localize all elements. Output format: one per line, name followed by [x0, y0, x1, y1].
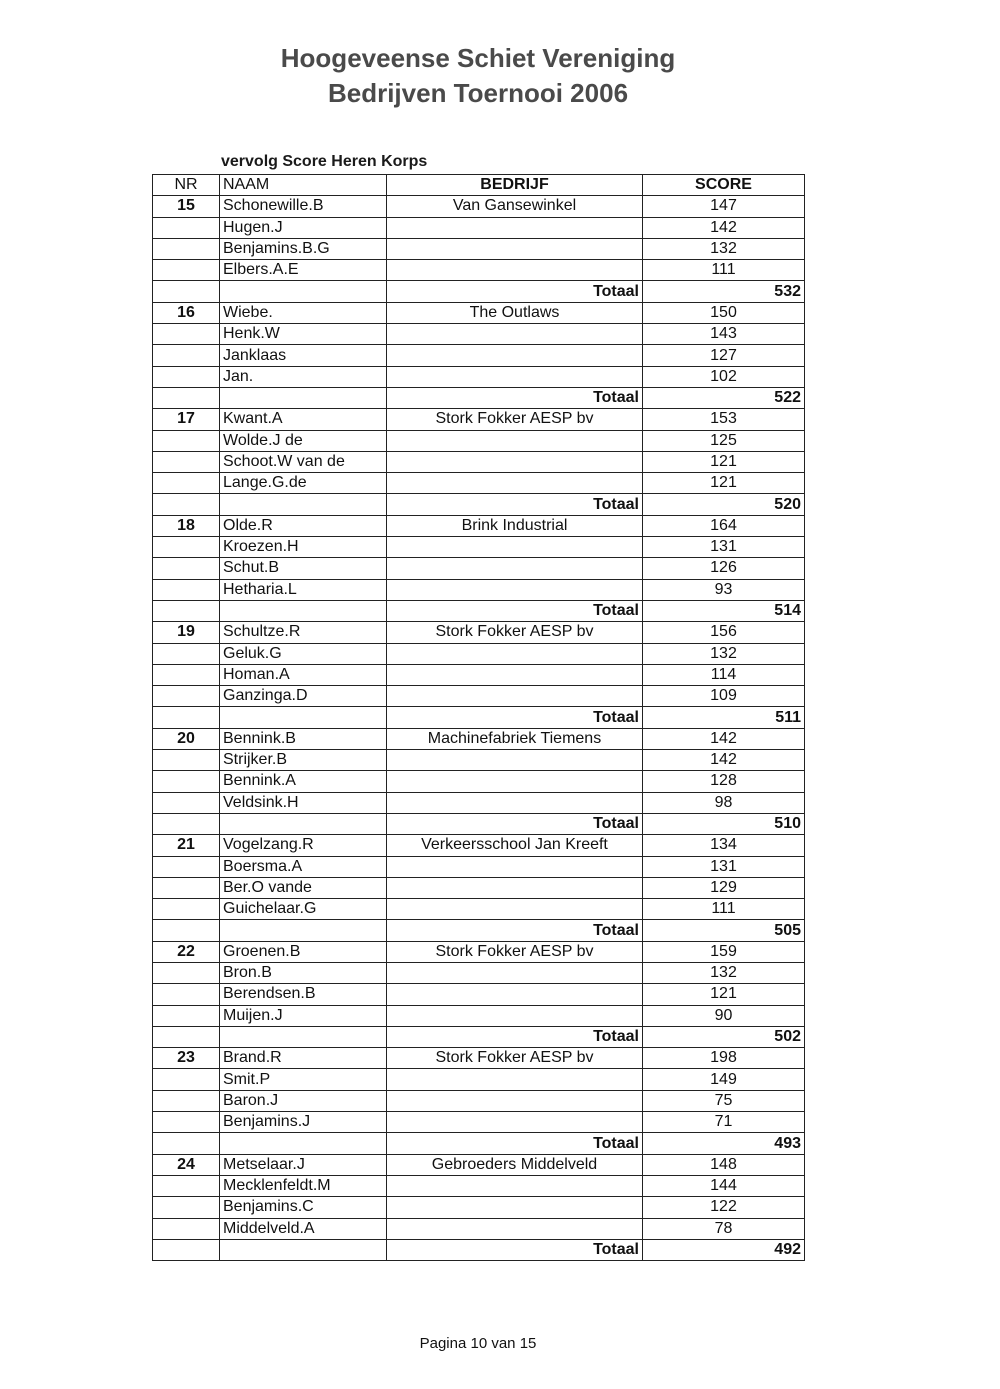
company-name [387, 1197, 643, 1218]
member-name: Benjamins.B.G [220, 238, 387, 259]
company-name: The Outlaws [387, 302, 643, 323]
member-name: Berendsen.B [220, 984, 387, 1005]
table-row [153, 537, 805, 558]
header-nr: NR [153, 175, 220, 196]
member-name: Veldsink.H [220, 792, 387, 813]
member-score: 148 [643, 1154, 805, 1175]
member-name: Henk.W [220, 324, 387, 345]
team-number [153, 238, 220, 259]
table-row [153, 217, 805, 238]
company-name [387, 366, 643, 387]
table-row [153, 835, 805, 856]
member-name: Schultze.R [220, 622, 387, 643]
team-number: 15 [153, 196, 220, 217]
company-name [387, 345, 643, 366]
member-name: Baron.J [220, 1090, 387, 1111]
total-row [153, 707, 805, 728]
member-score: 71 [643, 1112, 805, 1133]
company-name [387, 238, 643, 259]
team-number [153, 1069, 220, 1090]
table-row [153, 1005, 805, 1026]
table-row [153, 451, 805, 472]
table-row [153, 515, 805, 536]
team-number: 18 [153, 515, 220, 536]
table-row [153, 1154, 805, 1175]
table-row [153, 345, 805, 366]
member-score: 198 [643, 1048, 805, 1069]
company-name [387, 1069, 643, 1090]
member-score: 75 [643, 1090, 805, 1111]
team-number [153, 1026, 220, 1047]
member-name: Wiebe. [220, 302, 387, 323]
table-row [153, 558, 805, 579]
team-number [153, 792, 220, 813]
total-label: Totaal [387, 1026, 643, 1047]
total-label: Totaal [387, 1133, 643, 1154]
company-name [387, 260, 643, 281]
company-name [387, 579, 643, 600]
member-score: 127 [643, 345, 805, 366]
team-number [153, 899, 220, 920]
member-name: Lange.G.de [220, 473, 387, 494]
team-number [153, 260, 220, 281]
team-number [153, 451, 220, 472]
total-row [153, 387, 805, 408]
total-label: Totaal [387, 920, 643, 941]
company-name [387, 792, 643, 813]
member-name: Elbers.A.E [220, 260, 387, 281]
member-name [220, 494, 387, 515]
company-name: Stork Fokker AESP bv [387, 409, 643, 430]
member-score: 125 [643, 430, 805, 451]
member-name: Kroezen.H [220, 537, 387, 558]
company-name [387, 1112, 643, 1133]
document-title: Hoogeveense Schiet Vereniging [280, 43, 676, 73]
company-name: Gebroeders Middelveld [387, 1154, 643, 1175]
table-row [153, 260, 805, 281]
total-label: Totaal [387, 387, 643, 408]
team-number: 22 [153, 941, 220, 962]
total-row [153, 1133, 805, 1154]
member-score: 144 [643, 1175, 805, 1196]
team-number [153, 387, 220, 408]
company-name [387, 451, 643, 472]
table-header-row [153, 175, 805, 196]
team-total: 492 [643, 1239, 805, 1260]
member-name [220, 1133, 387, 1154]
team-total: 510 [643, 813, 805, 834]
member-name [220, 813, 387, 834]
member-score: 98 [643, 792, 805, 813]
total-label: Totaal [387, 600, 643, 621]
member-score: 109 [643, 686, 805, 707]
total-row [153, 813, 805, 834]
member-name: Bennink.A [220, 771, 387, 792]
table-row [153, 962, 805, 983]
member-score: 147 [643, 196, 805, 217]
company-name [387, 750, 643, 771]
team-number [153, 856, 220, 877]
team-number [153, 984, 220, 1005]
table-row [153, 622, 805, 643]
total-row [153, 1026, 805, 1047]
header-naam: NAAM [220, 175, 387, 196]
team-number [153, 707, 220, 728]
table-row [153, 1112, 805, 1133]
table-row [153, 430, 805, 451]
team-number [153, 750, 220, 771]
member-score: 156 [643, 622, 805, 643]
team-number [153, 877, 220, 898]
score-table [152, 174, 805, 1261]
team-number [153, 1133, 220, 1154]
team-number [153, 686, 220, 707]
team-number: 16 [153, 302, 220, 323]
table-row [153, 1090, 805, 1111]
member-score: 164 [643, 515, 805, 536]
team-total: 511 [643, 707, 805, 728]
team-number: 24 [153, 1154, 220, 1175]
company-name [387, 771, 643, 792]
company-name [387, 537, 643, 558]
member-score: 122 [643, 1197, 805, 1218]
member-name [220, 920, 387, 941]
total-row [153, 920, 805, 941]
company-name [387, 1005, 643, 1026]
member-score: 131 [643, 856, 805, 877]
member-name: Guichelaar.G [220, 899, 387, 920]
table-row [153, 1218, 805, 1239]
company-name: Stork Fokker AESP bv [387, 1048, 643, 1069]
team-number: 17 [153, 409, 220, 430]
total-label: Totaal [387, 281, 643, 302]
member-name: Janklaas [220, 345, 387, 366]
team-total: 532 [643, 281, 805, 302]
team-number [153, 643, 220, 664]
company-name: Machinefabriek Tiemens [387, 728, 643, 749]
member-name: Smit.P [220, 1069, 387, 1090]
company-name [387, 856, 643, 877]
member-score: 131 [643, 537, 805, 558]
member-name: Bennink.B [220, 728, 387, 749]
member-score: 78 [643, 1218, 805, 1239]
company-name [387, 324, 643, 345]
team-number [153, 920, 220, 941]
team-number [153, 579, 220, 600]
member-score: 143 [643, 324, 805, 345]
team-number [153, 430, 220, 451]
total-row [153, 1239, 805, 1260]
table-row [153, 324, 805, 345]
member-score: 111 [643, 899, 805, 920]
table-row [153, 1197, 805, 1218]
page-number: Pagina 10 van 15 [419, 1335, 537, 1352]
member-name: Benjamins.J [220, 1112, 387, 1133]
company-name [387, 1175, 643, 1196]
company-name [387, 686, 643, 707]
team-number [153, 813, 220, 834]
table-row [153, 196, 805, 217]
table-row [153, 856, 805, 877]
team-number [153, 345, 220, 366]
header-bedrijf: BEDRIJF [387, 175, 643, 196]
member-score: 102 [643, 366, 805, 387]
company-name [387, 1218, 643, 1239]
team-number [153, 281, 220, 302]
table-row [153, 643, 805, 664]
member-name: Olde.R [220, 515, 387, 536]
member-name: Strijker.B [220, 750, 387, 771]
member-score: 114 [643, 664, 805, 685]
table-row [153, 473, 805, 494]
member-score: 132 [643, 643, 805, 664]
member-name: Metselaar.J [220, 1154, 387, 1175]
company-name [387, 984, 643, 1005]
table-row [153, 1048, 805, 1069]
team-number [153, 1239, 220, 1260]
company-name [387, 1090, 643, 1111]
member-score: 93 [643, 579, 805, 600]
table-row [153, 771, 805, 792]
member-name: Vogelzang.R [220, 835, 387, 856]
team-number [153, 366, 220, 387]
table-row [153, 409, 805, 430]
member-name: Geluk.G [220, 643, 387, 664]
table-row [153, 750, 805, 771]
team-number [153, 494, 220, 515]
team-number: 19 [153, 622, 220, 643]
member-score: 149 [643, 1069, 805, 1090]
total-label: Totaal [387, 494, 643, 515]
member-name [220, 1026, 387, 1047]
member-name: Schut.B [220, 558, 387, 579]
table-row [153, 941, 805, 962]
team-number [153, 1112, 220, 1133]
company-name [387, 430, 643, 451]
table-row [153, 728, 805, 749]
table-row [153, 1069, 805, 1090]
member-name: Ganzinga.D [220, 686, 387, 707]
member-name: Hugen.J [220, 217, 387, 238]
member-score: 111 [643, 260, 805, 281]
member-score: 128 [643, 771, 805, 792]
member-score: 134 [643, 835, 805, 856]
total-label: Totaal [387, 707, 643, 728]
table-row [153, 664, 805, 685]
company-name: Stork Fokker AESP bv [387, 941, 643, 962]
team-number: 21 [153, 835, 220, 856]
team-number [153, 537, 220, 558]
company-name: Brink Industrial [387, 515, 643, 536]
team-total: 493 [643, 1133, 805, 1154]
member-score: 132 [643, 238, 805, 259]
member-score: 142 [643, 750, 805, 771]
member-name [220, 600, 387, 621]
team-number [153, 1218, 220, 1239]
header-score: SCORE [643, 175, 805, 196]
team-total: 522 [643, 387, 805, 408]
member-score: 132 [643, 962, 805, 983]
member-score: 121 [643, 984, 805, 1005]
member-score: 153 [643, 409, 805, 430]
company-name [387, 962, 643, 983]
team-number [153, 600, 220, 621]
company-name [387, 558, 643, 579]
member-name: Wolde.J de [220, 430, 387, 451]
member-name: Schonewille.B [220, 196, 387, 217]
table-row [153, 1175, 805, 1196]
team-number [153, 1090, 220, 1111]
total-label: Totaal [387, 1239, 643, 1260]
member-name: Brand.R [220, 1048, 387, 1069]
company-name: Van Gansewinkel [387, 196, 643, 217]
member-name: Muijen.J [220, 1005, 387, 1026]
section-heading: vervolg Score Heren Korps [221, 153, 428, 170]
team-number: 20 [153, 728, 220, 749]
team-number [153, 473, 220, 494]
member-name [220, 387, 387, 408]
team-number [153, 771, 220, 792]
table-row [153, 579, 805, 600]
company-name [387, 877, 643, 898]
team-number [153, 664, 220, 685]
table-row [153, 366, 805, 387]
member-name: Schoot.W van de [220, 451, 387, 472]
company-name [387, 643, 643, 664]
table-row [153, 238, 805, 259]
member-score: 129 [643, 877, 805, 898]
member-name: Boersma.A [220, 856, 387, 877]
team-total: 520 [643, 494, 805, 515]
member-name [220, 707, 387, 728]
total-row [153, 494, 805, 515]
member-name [220, 281, 387, 302]
member-score: 142 [643, 217, 805, 238]
company-name: Verkeersschool Jan Kreeft [387, 835, 643, 856]
member-name: Ber.O vande [220, 877, 387, 898]
team-number [153, 1005, 220, 1026]
table-row [153, 302, 805, 323]
member-score: 159 [643, 941, 805, 962]
member-name: Mecklenfeldt.M [220, 1175, 387, 1196]
document-subtitle: Bedrijven Toernooi 2006 [327, 78, 629, 108]
member-name: Groenen.B [220, 941, 387, 962]
team-number: 23 [153, 1048, 220, 1069]
team-total: 502 [643, 1026, 805, 1047]
total-row [153, 281, 805, 302]
table-row [153, 686, 805, 707]
member-name [220, 1239, 387, 1260]
table-row [153, 877, 805, 898]
company-name [387, 664, 643, 685]
member-score: 126 [643, 558, 805, 579]
team-number [153, 1197, 220, 1218]
company-name [387, 473, 643, 494]
member-name: Bron.B [220, 962, 387, 983]
company-name [387, 899, 643, 920]
table-row [153, 899, 805, 920]
company-name [387, 217, 643, 238]
total-label: Totaal [387, 813, 643, 834]
total-row [153, 600, 805, 621]
member-name: Benjamins.C [220, 1197, 387, 1218]
team-total: 505 [643, 920, 805, 941]
member-name: Hetharia.L [220, 579, 387, 600]
member-score: 121 [643, 473, 805, 494]
member-name: Jan. [220, 366, 387, 387]
member-name: Homan.A [220, 664, 387, 685]
team-number [153, 324, 220, 345]
member-name: Middelveld.A [220, 1218, 387, 1239]
table-row [153, 984, 805, 1005]
company-name: Stork Fokker AESP bv [387, 622, 643, 643]
table-row [153, 792, 805, 813]
member-name: Kwant.A [220, 409, 387, 430]
team-total: 514 [643, 600, 805, 621]
team-number [153, 962, 220, 983]
team-number [153, 558, 220, 579]
team-number [153, 217, 220, 238]
member-score: 150 [643, 302, 805, 323]
member-score: 121 [643, 451, 805, 472]
member-score: 90 [643, 1005, 805, 1026]
member-score: 142 [643, 728, 805, 749]
team-number [153, 1175, 220, 1196]
